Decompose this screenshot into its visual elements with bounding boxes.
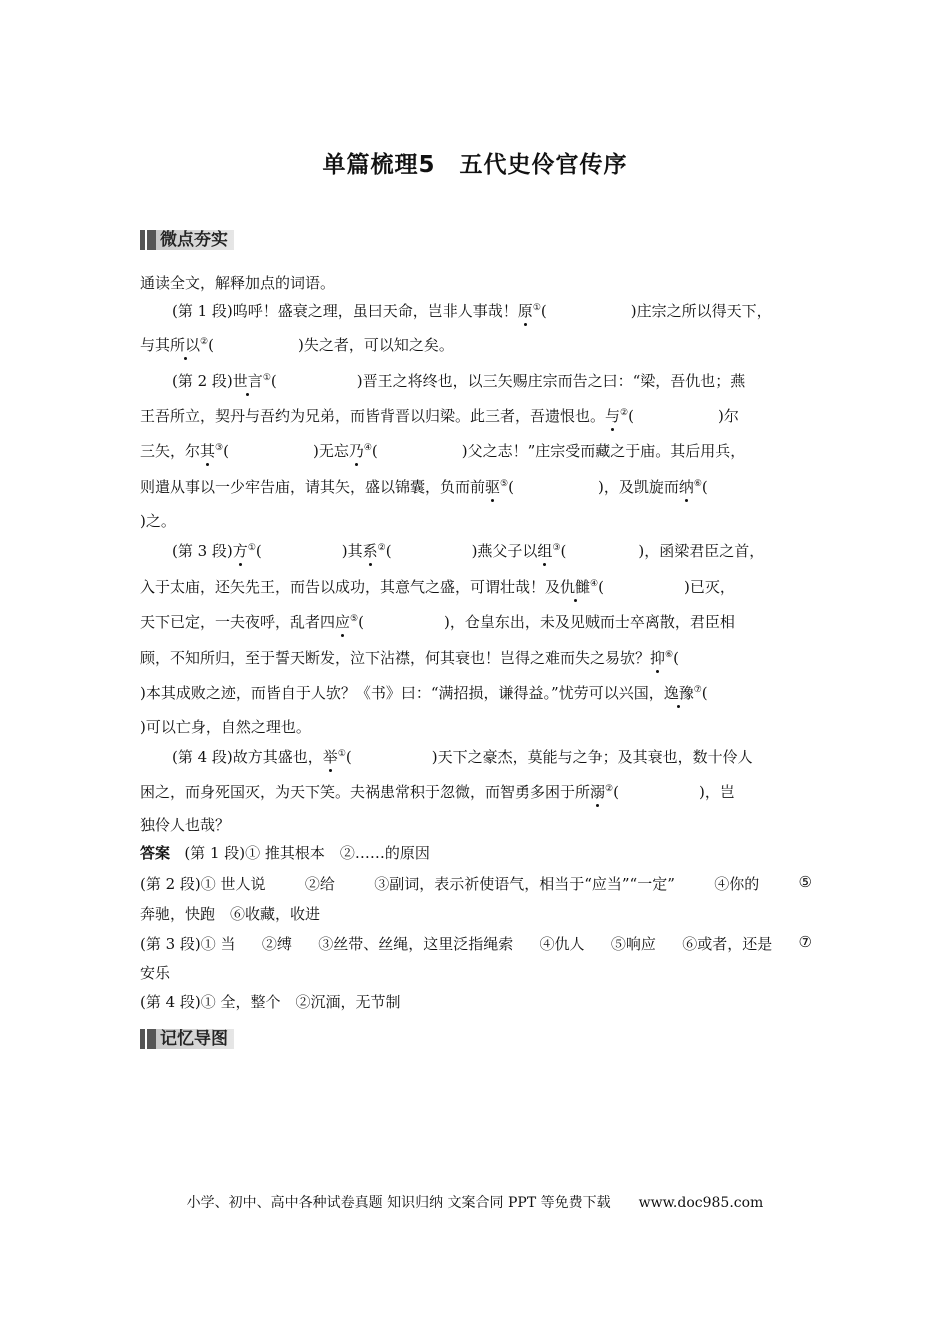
section-header-jiyi (140, 1028, 234, 1050)
answer-label: 答案 (140, 844, 171, 862)
section-bar-icon (140, 230, 145, 250)
footer-text: 小学、初中、高中各种试卷真题 知识归纳 文案合同 PPT 等免费下载 (186, 1195, 611, 1211)
p3-line4: 顾，不知所归，至于誓天断发，泣下沾襟，何其衰也！岂得之难而失之易欤？抑⑥( (140, 649, 679, 667)
p2-line3: 三矢，尔其③( )无忘乃④( )父之志！”庄宗受而藏之于庙。其后用兵， (140, 442, 746, 460)
p1-line2: 与其所以②( )失之者，可以知之矣。 (140, 336, 454, 354)
section-bar-icon (147, 1029, 156, 1049)
footer-url[interactable]: www.doc985.com (638, 1195, 764, 1211)
page-title: 单篇梳理5 五代史伶官传序 (322, 152, 628, 178)
instruction: 通读全文，解释加点的词语。 (140, 274, 336, 292)
p2-line4: 则遣从事以一少牢告庙，请其矢，盛以锦囊，负而前驱⑤( )，及凯旋而纳⑥( (140, 478, 708, 496)
section-bar-icon (147, 230, 156, 250)
p4-line3: 独伶人也哉？ (140, 816, 231, 834)
p2-line2: 王吾所立，契丹与吾约为兄弟，而皆背晋以归梁。此三者，吾遗恨也。与②( )尔 (140, 407, 739, 425)
p4-line2: 困之，而身死国灭，为天下笑。夫祸患常积于忽微，而智勇多困于所溺②( )，岂 (140, 783, 735, 801)
footer (0, 1192, 950, 1212)
answer-line5: 安乐 (140, 964, 171, 982)
p2-line5: )之。 (140, 512, 176, 530)
p3-line1: (第 3 段)方①( )其系②( )燕父子以组③( )，函梁君臣之首， (172, 542, 765, 560)
answer-line6: (第 4 段)① 全，整个 ②沉湎，无节制 (140, 993, 401, 1011)
p2-line1: (第 2 段)世言①( )晋王之将终也，以三矢赐庄宗而告之曰：“梁，吾仇也；燕 (172, 372, 746, 390)
p3-line2: 入于太庙，还矢先王，而告以成功，其意气之盛，可谓壮哉！及仇雠④( )已灭， (140, 578, 735, 596)
p4-line1: (第 4 段)故方其盛也，举①( )天下之豪杰，莫能与之争；及其衰也，数十伶人 (172, 748, 753, 766)
section-label: 微点夯实 (156, 230, 234, 250)
p3-line3: 天下已定，一夫夜呼，乱者四应⑤( )，仓皇东出，未及见贼而士卒离散，君臣相 (140, 613, 735, 631)
answer-line4: (第 3 段)① 当 ②缚 ③丝带、丝绳，这里泛指绳索 ④仇人 ⑤响应 ⑥或者，还是 ⑦ (140, 933, 812, 953)
answer-line2: (第 2 段)① 世人说 ②给 ③副词，表示祈使语气，相当于“应当”“一定” ④你的 ⑤ (140, 873, 812, 893)
p1-line1: (第 1 段)呜呼！盛衰之理，虽曰天命，岂非人事哉！原①( )庄宗之所以得天下， (172, 302, 772, 320)
section-bar-icon (140, 1029, 145, 1049)
answer-line1: 答案 (第 1 段)① 推其根本 ②……的原因 (140, 844, 430, 862)
p3-line6: )可以亡身，自然之理也。 (140, 718, 311, 736)
section-header-weidian (140, 229, 234, 251)
p3-line5: )本其成败之迹，而皆自于人欤？《书》曰：“满招损，谦得益。”忧劳可以兴国，逸豫⑦( (140, 684, 708, 702)
answer-line3: 奔驰，快跑 ⑥收藏，收进 (140, 905, 321, 923)
section-label: 记忆导图 (156, 1029, 234, 1049)
